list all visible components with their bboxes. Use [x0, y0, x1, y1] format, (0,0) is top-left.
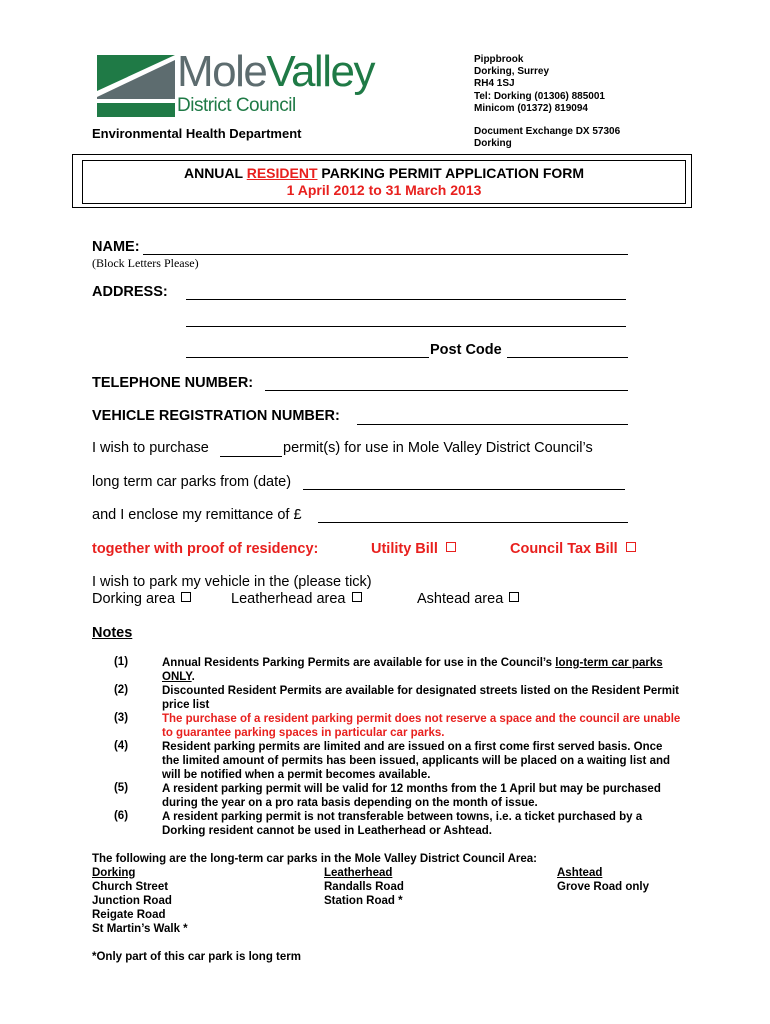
address-line: Tel: Dorking (01306) 885001: [474, 90, 605, 102]
car-parks-column-dorking: [92, 866, 188, 936]
department-name: Environmental Health Department: [92, 126, 302, 141]
start-date-label: long term car parks from (date): [92, 474, 292, 490]
note-number: (2): [113, 684, 129, 696]
area-ashtead-checkbox[interactable]: [509, 592, 519, 602]
note-item: Resident parking permits are limited and are issued on a first come first served basis. Once the limited amount of permits has been issued, applicants will be placed on a waiting list and will be notified when a permit becomes available.: [162, 741, 671, 781]
start-date-field[interactable]: [303, 489, 625, 490]
area-leatherhead-label: Leatherhead area: [231, 591, 346, 607]
car-parks-column-leatherhead: [324, 866, 404, 908]
address-field-line3[interactable]: [186, 357, 429, 358]
name-hint: (Block Letters Please): [92, 256, 199, 270]
telephone-label: TELEPHONE NUMBER:: [92, 375, 254, 391]
car-park-item: Randalls Road: [324, 881, 404, 893]
note-item: A resident parking permit will be valid for 12 months from the 1 April but may be purchased during the year on a pro rata basis depending on the month of issue.: [162, 783, 661, 809]
proof-label: together with proof of residency:: [92, 541, 319, 557]
note-number: (3): [113, 712, 129, 724]
form-period: 1 April 2012 to 31 March 2013: [286, 182, 482, 198]
title-highlight: RESIDENT: [246, 165, 318, 181]
car-park-item: Grove Road only: [557, 881, 650, 893]
note-text: .: [191, 671, 195, 683]
council-tax-option[interactable]: [510, 541, 636, 557]
utility-bill-option[interactable]: [371, 541, 456, 557]
car-park-item: Junction Road: [92, 895, 172, 907]
area-dorking-option[interactable]: [92, 591, 191, 607]
column-heading: Leatherhead: [324, 867, 393, 879]
address-line: Dorking, Surrey: [474, 66, 550, 78]
vehicle-registration-label: VEHICLE REGISTRATION NUMBER:: [92, 408, 340, 424]
column-heading: Dorking: [92, 867, 136, 879]
area-ashtead-option[interactable]: [417, 591, 519, 607]
address-label: ADDRESS:: [92, 284, 168, 300]
postcode-field[interactable]: [507, 357, 628, 358]
vehicle-registration-field[interactable]: [357, 424, 628, 425]
area-dorking-checkbox[interactable]: [181, 592, 191, 602]
note-item: A resident parking permit is not transferable between towns, i.e. a ticket purchased by a Dorking resident cannot be used in Leatherhead or Ashtead.: [162, 811, 643, 837]
area-dorking-label: Dorking area: [92, 591, 176, 607]
area-leatherhead-checkbox[interactable]: [352, 592, 362, 602]
logo-name-part1: Mole: [177, 47, 267, 96]
address-field-line2[interactable]: [186, 326, 626, 327]
council-address: [474, 54, 605, 115]
logo-wordmark: [177, 47, 374, 97]
purchase-suffix: permit(s) for use in Mole Valley District Council’s: [283, 440, 593, 456]
name-field[interactable]: [143, 254, 628, 255]
note-number: (1): [113, 656, 129, 668]
logo-subtitle: District Council: [177, 95, 296, 116]
utility-bill-label: Utility Bill: [371, 541, 438, 557]
telephone-field[interactable]: [265, 390, 628, 391]
car-parks-footnote: *Only part of this car park is long term: [92, 951, 301, 963]
utility-bill-checkbox[interactable]: [446, 542, 456, 552]
council-tax-label: Council Tax Bill: [510, 541, 618, 557]
address-line: Minicom (01372) 819094: [474, 102, 588, 114]
note-number: (4): [113, 740, 129, 752]
form-title: [82, 165, 686, 181]
note-number: (5): [113, 782, 129, 794]
note-item: [162, 656, 682, 684]
note-text: Annual Residents Parking Permits are available for use in the Council’s: [162, 657, 556, 669]
car-parks-column-ashtead: [557, 866, 649, 894]
postcode-label: Post Code: [430, 342, 502, 358]
title-prefix: ANNUAL: [183, 165, 247, 181]
council-logo: [97, 47, 417, 125]
car-park-item: Station Road *: [324, 895, 403, 907]
purchase-prefix: I wish to purchase: [92, 440, 209, 456]
area-ashtead-label: Ashtead area: [417, 591, 504, 607]
notes-heading: Notes: [92, 625, 133, 641]
column-heading: Ashtead: [557, 867, 603, 879]
area-leatherhead-option[interactable]: [231, 591, 362, 607]
car-park-item: Church Street: [92, 881, 169, 893]
note-item: Discounted Resident Permits are available for designated streets listed on the Resident Permit price list: [162, 685, 680, 711]
council-tax-checkbox[interactable]: [626, 542, 636, 552]
name-label: NAME:: [92, 239, 140, 255]
note-number: (6): [113, 810, 129, 822]
title-suffix: PARKING PERMIT APPLICATION FORM: [317, 165, 585, 181]
remittance-label: and I enclose my remittance of £: [92, 507, 302, 523]
dx-line: Dorking: [474, 138, 512, 150]
address-field-line1[interactable]: [186, 299, 626, 300]
car-parks-intro: The following are the long-term car parks in the Mole Valley District Council Area:: [92, 853, 537, 865]
note-item: The purchase of a resident parking permit does not reserve a space and the council are unable to guarantee parking spaces in particular car parks.: [162, 713, 681, 739]
address-line: RH4 1SJ: [474, 78, 515, 90]
car-park-item: Reigate Road: [92, 909, 166, 921]
permit-quantity-field[interactable]: [220, 456, 282, 457]
car-park-item: St Martin’s Walk *: [92, 923, 188, 935]
remittance-field[interactable]: [318, 522, 628, 523]
park-intro: I wish to park my vehicle in the (please tick): [92, 574, 372, 590]
note-emphasis: long-term car parks ONLY: [162, 657, 663, 683]
logo-name-part2: Valley: [266, 47, 374, 96]
address-line: Pippbrook: [474, 54, 524, 65]
document-exchange: [474, 126, 620, 150]
dx-line: Document Exchange DX 57306: [474, 126, 621, 137]
